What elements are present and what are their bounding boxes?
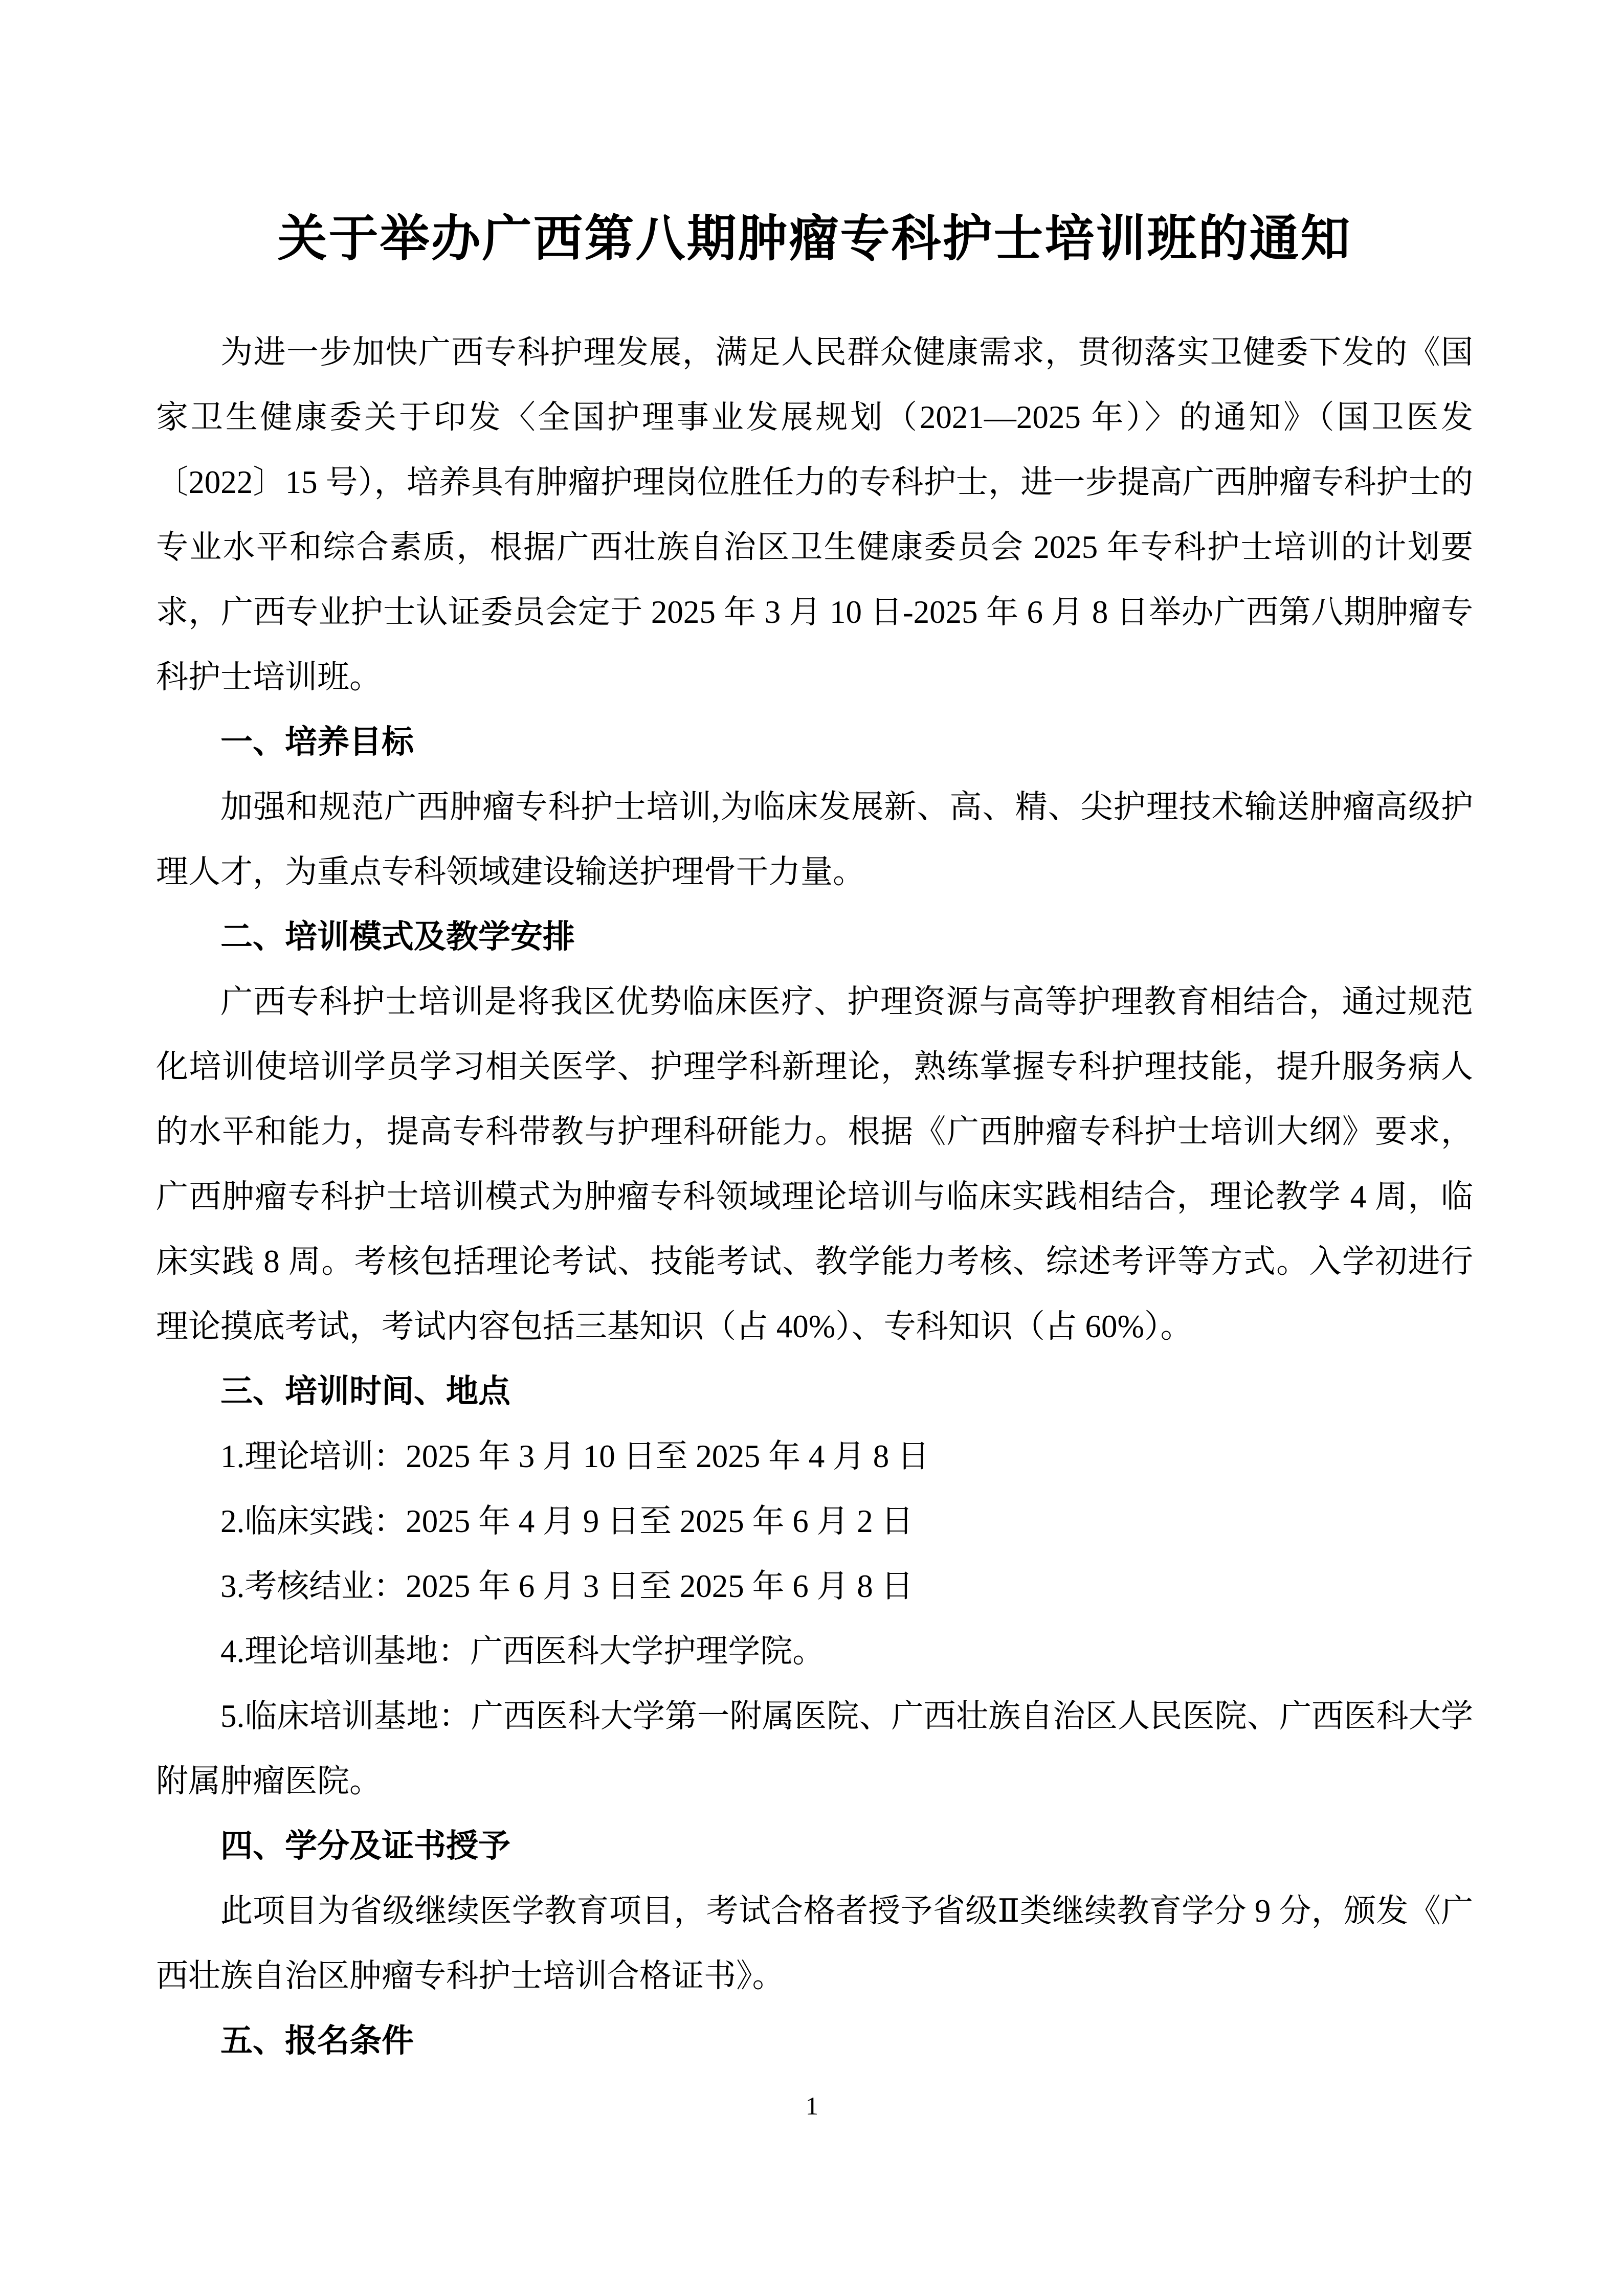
schedule-item-clinical: 2.临床实践：2025 年 4 月 9 日至 2025 年 6 月 2 日 — [220, 1503, 914, 1539]
schedule-item-theory: 1.理论培训：2025 年 3 月 10 日至 2025 年 4 月 8 日 — [220, 1438, 929, 1474]
section-1-paragraph: 加强和规范广西肿瘤专科护士培训,为临床发展新、高、精、尖护理技术输送肿瘤高级护理人才，为重点专科领域建设输送护理骨干力量。 — [156, 789, 1473, 890]
section-heading-3: 三、培训时间、地点 — [220, 1374, 510, 1409]
section-heading-5: 五、报名条件 — [220, 2023, 414, 2059]
page-number: 1 — [806, 2091, 818, 2120]
schedule-item-clinical-base: 5.临床培训基地：广西医科大学第一附属医院、广西壮族自治区人民医院、广西医科大学附属肿瘤医院。 — [156, 1698, 1473, 1799]
document-body — [156, 320, 1473, 2074]
section-heading-2: 二、培训模式及教学安排 — [220, 919, 575, 955]
section-heading-4: 四、学分及证书授予 — [220, 1828, 510, 1864]
schedule-item-assessment: 3.考核结业：2025 年 6 月 3 日至 2025 年 6 月 8 日 — [220, 1568, 914, 1604]
document-title: 关于举办广西第八期肿瘤专科护士培训班的通知 — [277, 212, 1352, 266]
document-content — [156, 0, 1473, 2074]
schedule-item-theory-base: 4.理论培训基地：广西医科大学护理学院。 — [220, 1633, 825, 1669]
section-2-paragraph: 广西专科护士培训是将我区优势临床医疗、护理资源与高等护理教育相结合，通过规范化培训使培训学员学习相关医学、护理学科新理论，熟练掌握专科护理技能，提升服务病人的水平和能力，提高专科带教与护理科研能力。根据《广西肿瘤专科护士培训大纲》要求，广西肿瘤专科护士培训模式为肿瘤专科领域理论培训与临床实践相结合，理论教学 4 周，临床实践 8 周。考核包括理论考试、技能考试、教学能力考核、综述考评等方式。入学初进行理论摸底考试，考试内容包括三基知识（占 40%）、专科知识（占 60%）。 — [156, 984, 1473, 1344]
intro-paragraph: 为进一步加快广西专科护理发展，满足人民群众健康需求，贯彻落实卫健委下发的《国家卫生健康委关于印发〈全国护理事业发展规划（2021—2025 年）〉的通知》（国卫医发〔2022〕15 号），培养具有肿瘤护理岗位胜任力的专科护士，进一步提高广西肿瘤专科护士的专业水平和综合素质，根据广西壮族自治区卫生健康委员会 2025 年专科护士培训的计划要求，广西专业护士认证委员会定于 2025 年 3 月 10 日-2025 年 6 月 8 日举办广西第八期肿瘤专科护士培训班。 — [156, 334, 1473, 695]
section-4-paragraph: 此项目为省级继续医学教育项目，考试合格者授予省级Ⅱ类继续教育学分 9 分，颁发《广西壮族自治区肿瘤专科护士培训合格证书》。 — [156, 1893, 1473, 1994]
section-heading-1: 一、培养目标 — [220, 724, 414, 760]
